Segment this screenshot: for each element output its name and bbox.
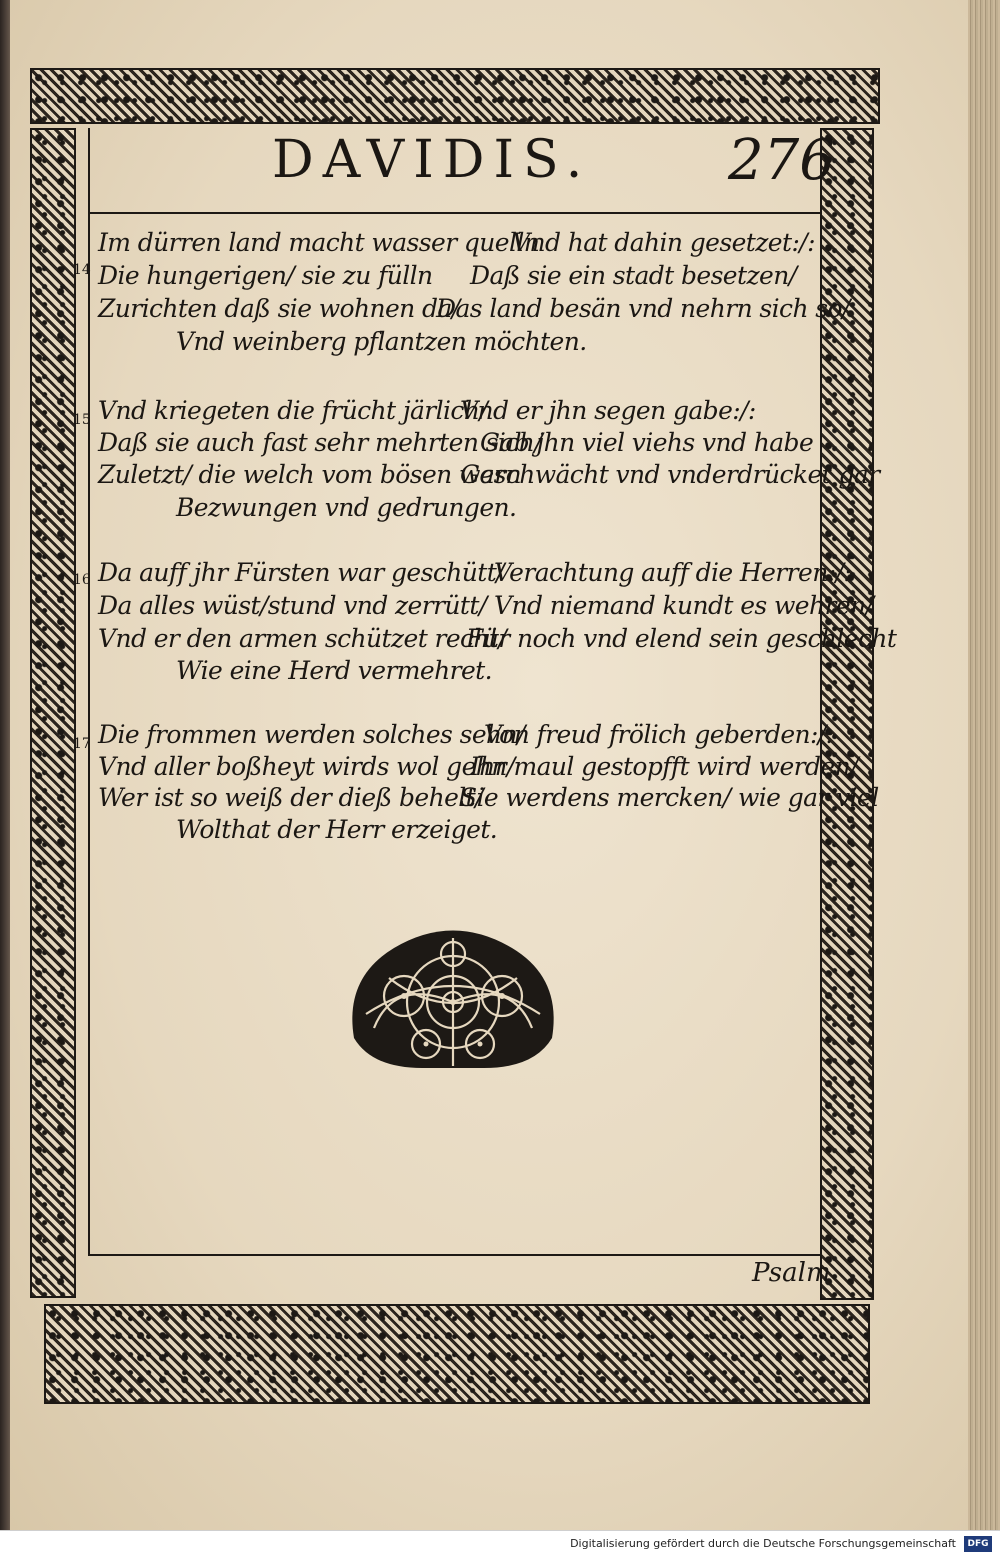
verse-line-right: Vnd niemand kundt es wehren/ bbox=[494, 591, 874, 620]
verse-line-right: Daß sie ein stadt besetzen/ bbox=[470, 261, 797, 290]
verse-line-tail: Wie eine Herd vermehret. bbox=[176, 656, 492, 685]
fleuron-ornament bbox=[334, 918, 572, 1084]
verse-line-left: Zurichten daß sie wohnen da/ bbox=[98, 294, 460, 323]
left-ornamental-border bbox=[30, 128, 76, 1298]
verse-line-tail: Bezwungen vnd gedrungen. bbox=[176, 493, 517, 522]
verse-line-left: Vnd aller boßheyt wirds wol gehn/ bbox=[98, 752, 515, 781]
verse-number: 15 bbox=[73, 412, 91, 428]
verse-line-tail: Wolthat der Herr erzeiget. bbox=[176, 815, 498, 844]
footer-rule bbox=[90, 1254, 820, 1256]
verse-line-left: Die frommen werden solches sehn/ bbox=[98, 720, 525, 749]
verse-line-left: Wer ist so weiß der dieß behelt/ bbox=[98, 783, 483, 812]
verse-line-left: Im dürren land macht wasser quelln bbox=[98, 228, 540, 257]
verse-line-right: Von freud frölich geberden:/: bbox=[484, 720, 834, 749]
dfg-logo: DFG bbox=[964, 1536, 992, 1552]
verse-line-left: Vnd kriegeten die frücht järlich/ bbox=[98, 396, 488, 425]
verse-line-right: Vnd er jhn segen gabe:/: bbox=[460, 396, 756, 425]
verse-line-left: Die hungerigen/ sie zu fülln bbox=[98, 261, 433, 290]
verse-line-right: Für noch vnd elend sein geschlecht bbox=[466, 624, 897, 653]
verse-line-right: Das land besän vnd nehrn sich so/ bbox=[436, 294, 850, 323]
verse-line-right: Geschwächt vnd vnderdrücket gar bbox=[460, 460, 880, 489]
catchword: Psalm bbox=[752, 1258, 831, 1288]
verse-number: 16 bbox=[73, 572, 91, 588]
left-frame-rule bbox=[88, 128, 90, 1256]
verse-line-left: Vnd er den armen schützet recht/ bbox=[98, 624, 507, 653]
verse-line-left: Daß sie auch fast sehr mehrten sich/ bbox=[98, 428, 543, 457]
verse-number: 17 bbox=[73, 736, 91, 752]
verse-line-right: Verachtung auff die Herren:/: bbox=[494, 558, 852, 587]
verse-number: 14 bbox=[73, 262, 91, 278]
verse-line-tail: Vnd weinberg pflantzen möchten. bbox=[176, 327, 587, 356]
verse-line-left: Da auff jhr Fürsten war geschütt/ bbox=[98, 558, 504, 587]
verse-line-left: Da alles wüst/stund vnd zerrütt/ bbox=[98, 591, 487, 620]
verse-line-right: Ihr maul gestopfft wird werden/ bbox=[470, 752, 858, 781]
verse-line-right: Vnd hat dahin gesetzet:/: bbox=[512, 228, 815, 257]
verse-line-right: Gab jhn viel viehs vnd habe bbox=[480, 428, 814, 457]
verse-line-left: Zuletzt/ die welch vom bösen warn bbox=[98, 460, 521, 489]
top-ornamental-border bbox=[30, 68, 880, 124]
header-rule bbox=[88, 212, 820, 214]
page-block-edge bbox=[968, 0, 1000, 1530]
page-number: 276 bbox=[728, 128, 835, 193]
bottom-ornamental-border bbox=[44, 1304, 870, 1404]
verse-line-right: Sie werdens mercken/ wie gar viel bbox=[460, 783, 879, 812]
digitization-footer bbox=[0, 1530, 1000, 1558]
running-head: DAVIDIS. bbox=[272, 130, 592, 190]
funding-credit: Digitalisierung gefördert durch die Deutsche Forschungsgemeinschaft bbox=[570, 1537, 956, 1550]
